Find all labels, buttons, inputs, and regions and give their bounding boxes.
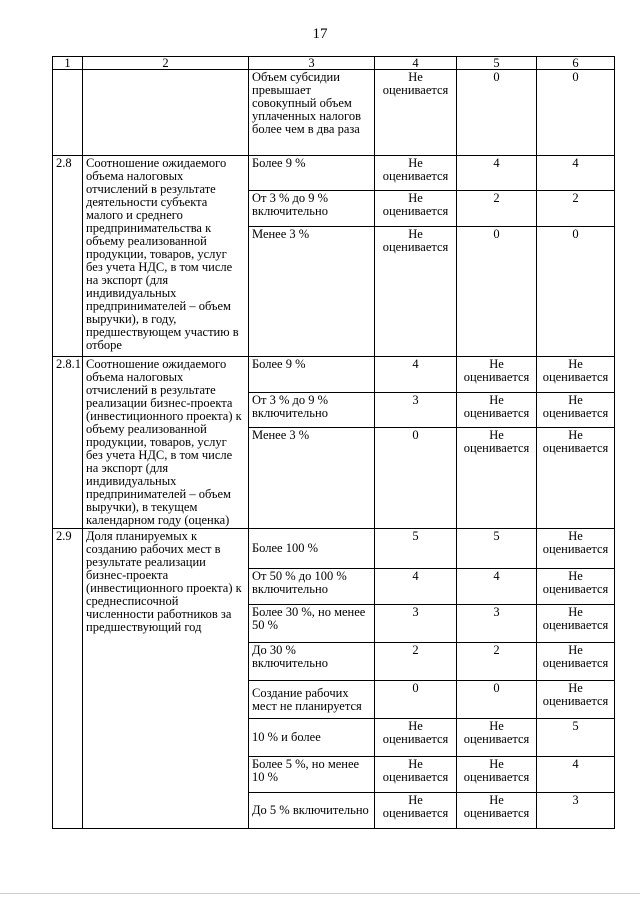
score-cell: 2 bbox=[375, 643, 457, 681]
score-cell: Не оценивается bbox=[537, 643, 615, 681]
score-cell: Не оценивается bbox=[375, 191, 457, 227]
condition-cell: Более 5 %, но менее 10 % bbox=[249, 757, 375, 793]
score-cell: Не оценивается bbox=[537, 357, 615, 393]
col-header-5: 5 bbox=[457, 57, 537, 70]
col-header-2: 2 bbox=[83, 57, 249, 70]
criterion-description: Соотношение ожидаемого объема налоговых отчислений в результате деятельности субъекта малого и среднего предпринимательства к объему реализованной продукции, товаров, услуг без учета НДС, в том числе на экспорт (для индивидуальных предпринимателей – объем выручки), в году, предшествующем участию в отборе bbox=[83, 156, 249, 357]
score-cell: Не оценивается bbox=[537, 605, 615, 643]
score-cell: 5 bbox=[375, 529, 457, 569]
row-number: 2.8 bbox=[53, 156, 83, 357]
score-cell: Не оценивается bbox=[375, 719, 457, 757]
score-cell: 0 bbox=[457, 681, 537, 719]
condition-cell: До 5 % включительно bbox=[249, 793, 375, 829]
col-header-3: 3 bbox=[249, 57, 375, 70]
score-cell: 4 bbox=[537, 757, 615, 793]
condition-cell: До 30 % включительно bbox=[249, 643, 375, 681]
condition-cell: 10 % и более bbox=[249, 719, 375, 757]
score-cell: Не оценивается bbox=[457, 793, 537, 829]
score-cell: Не оценивается bbox=[375, 793, 457, 829]
score-cell: 3 bbox=[457, 605, 537, 643]
header-row bbox=[53, 57, 615, 70]
score-cell: Не оценивается bbox=[537, 428, 615, 529]
score-cell: Не оценивается bbox=[457, 719, 537, 757]
score-cell: 0 bbox=[457, 227, 537, 357]
score-cell: Не оценивается bbox=[537, 393, 615, 428]
score-cell: Не оценивается bbox=[457, 357, 537, 393]
score-cell: Не оценивается bbox=[375, 227, 457, 357]
table-row bbox=[53, 357, 615, 393]
score-cell: 4 bbox=[537, 156, 615, 191]
score-cell: 2 bbox=[457, 191, 537, 227]
score-cell: 3 bbox=[375, 393, 457, 428]
score-cell: 0 bbox=[457, 70, 537, 156]
score-cell: Не оценивается bbox=[457, 393, 537, 428]
table-row bbox=[53, 70, 615, 156]
row-number: 2.9 bbox=[53, 529, 83, 829]
col-header-6: 6 bbox=[537, 57, 615, 70]
score-cell: Не оценивается bbox=[457, 757, 537, 793]
score-cell: Не оценивается bbox=[537, 681, 615, 719]
page-number: 17 bbox=[312, 26, 328, 42]
criterion-description: Доля планируемых к созданию рабочих мест в результате реализации бизнес-проекта (инвестиционного проекта) к среднесписочной численности работников за предшествующий год bbox=[83, 529, 249, 829]
table-row bbox=[53, 529, 615, 569]
score-cell: 2 bbox=[457, 643, 537, 681]
condition-cell: Более 30 %, но менее 50 % bbox=[249, 605, 375, 643]
score-cell: 5 bbox=[457, 529, 537, 569]
score-cell: 0 bbox=[375, 428, 457, 529]
score-cell: 4 bbox=[375, 357, 457, 393]
score-cell: Не оценивается bbox=[375, 70, 457, 156]
score-cell: Не оценивается bbox=[457, 428, 537, 529]
score-cell: Не оценивается bbox=[537, 529, 615, 569]
condition-cell: Более 9 % bbox=[249, 156, 375, 191]
score-cell: 0 bbox=[375, 681, 457, 719]
condition-cell: От 3 % до 9 % включительно bbox=[249, 191, 375, 227]
condition-cell: Менее 3 % bbox=[249, 428, 375, 529]
num-cell bbox=[53, 70, 83, 156]
col-header-4: 4 bbox=[375, 57, 457, 70]
condition-cell: Более 100 % bbox=[249, 529, 375, 569]
row-number: 2.8.1 bbox=[53, 357, 83, 529]
score-cell: Не оценивается bbox=[537, 569, 615, 605]
table-row bbox=[53, 156, 615, 191]
score-cell: 3 bbox=[537, 793, 615, 829]
criteria-table bbox=[52, 56, 615, 829]
condition-cell: Создание рабочих мест не планируется bbox=[249, 681, 375, 719]
score-cell: 4 bbox=[375, 569, 457, 605]
score-cell: 4 bbox=[457, 156, 537, 191]
score-cell: Не оценивается bbox=[375, 757, 457, 793]
score-cell: 2 bbox=[537, 191, 615, 227]
condition-cell: От 50 % до 100 % включительно bbox=[249, 569, 375, 605]
score-cell: 0 bbox=[537, 227, 615, 357]
desc-cell bbox=[83, 70, 249, 156]
score-cell: 3 bbox=[375, 605, 457, 643]
score-cell: 4 bbox=[457, 569, 537, 605]
condition-cell: Менее 3 % bbox=[249, 227, 375, 357]
score-cell: Не оценивается bbox=[375, 156, 457, 191]
criterion-description: Соотношение ожидаемого объема налоговых отчислений в результате реализации бизнес-проекта (инвестиционного проекта) к объему реализованной продукции, товаров, услуг без учета НДС, в том числе на экспорт (для индивидуальных предпринимателей – объем выручки), в текущем календарном году (оценка) bbox=[83, 357, 249, 529]
score-cell: 5 bbox=[537, 719, 615, 757]
condition-cell: Более 9 % bbox=[249, 357, 375, 393]
condition-cell: От 3 % до 9 % включительно bbox=[249, 393, 375, 428]
col-header-1: 1 bbox=[53, 57, 83, 70]
score-cell: 0 bbox=[537, 70, 615, 156]
condition-cell: Объем субсидии превышает совокупный объем уплаченных налогов более чем в два раза bbox=[249, 70, 375, 156]
page-edge-divider bbox=[0, 893, 640, 894]
